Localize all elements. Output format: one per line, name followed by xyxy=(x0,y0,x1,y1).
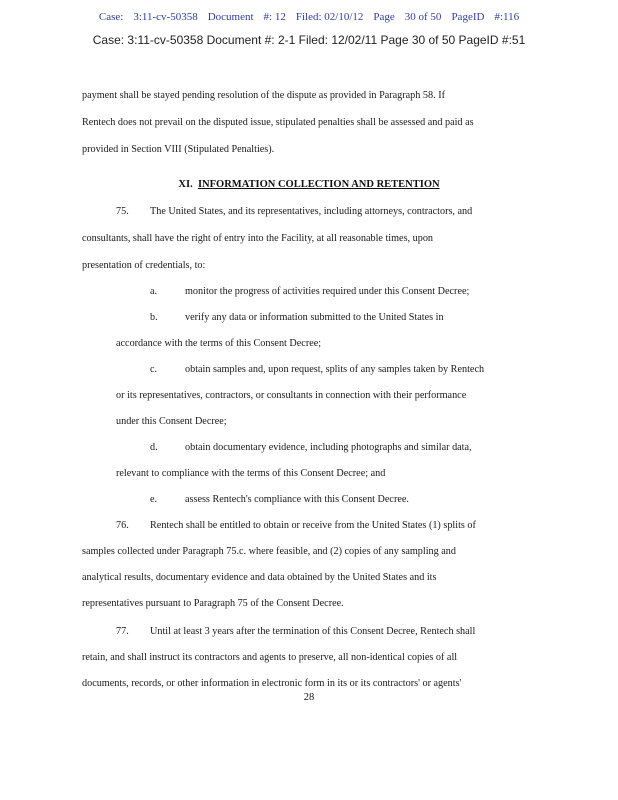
list-item-text: obtain samples and, upon request, splits of any samples taken by Rentech xyxy=(185,364,485,375)
body-line: Until at least 3 years after the termination of this Consent Decree, Rentech shall xyxy=(150,626,476,637)
list-item-label: a. xyxy=(150,286,158,297)
paragraph-number: 75. xyxy=(116,206,129,217)
list-item-text: or its representatives, contractors, or consultants in connection with their performance xyxy=(116,390,467,401)
paragraph-number: 76. xyxy=(116,520,129,531)
body-line: The United States, and its representatives, including attorneys, contractors, and xyxy=(150,206,473,217)
section-heading xyxy=(0,179,618,190)
list-item-text: obtain documentary evidence, including photographs and similar data, xyxy=(185,442,472,453)
body-line: retain, and shall instruct its contractors and agents to preserve, all non-identical copies of all xyxy=(82,652,458,663)
list-item-text: under this Consent Decree; xyxy=(116,416,227,427)
body-line: analytical results, documentary evidence and data obtained by the United States and its xyxy=(82,572,437,583)
body-line: payment shall be stayed pending resolution of the dispute as provided in Paragraph 58. If xyxy=(82,90,445,101)
section-title: INFORMATION COLLECTION AND RETENTION xyxy=(197,179,440,190)
list-item-label: c. xyxy=(150,364,158,375)
page-number: 28 xyxy=(303,692,315,703)
stamp-page-label: Page xyxy=(373,11,395,23)
list-item-text: monitor the progress of activities required under this Consent Decree; xyxy=(185,286,470,297)
body-line: representatives pursuant to Paragraph 75 of the Consent Decree. xyxy=(82,598,344,609)
stamp-pageid-number: #:116 xyxy=(494,11,520,23)
body-line: presentation of credentials, to: xyxy=(82,260,206,271)
body-line: samples collected under Paragraph 75.c. where feasible, and (2) copies of any sampling and xyxy=(82,546,456,557)
list-item-text: accordance with the terms of this Consent Decree; xyxy=(116,338,322,349)
list-item-text: relevant to compliance with the terms of this Consent Decree; and xyxy=(116,468,386,479)
stamp-document-label: Document xyxy=(207,11,254,23)
list-item-text: verify any data or information submitted to the United States in xyxy=(185,312,444,323)
ecf-header-stamp xyxy=(0,11,618,23)
original-filing-header: Case: 3:11-cv-50358 Document #: 2-1 Filed: 12/02/11 Page 30 of 50 PageID #:51 xyxy=(92,33,526,47)
stamp-document-number: #: 12 xyxy=(263,11,286,23)
body-line: Rentech does not prevail on the disputed issue, stipulated penalties shall be assessed and paid as xyxy=(82,117,474,128)
body-line: provided in Section VIII (Stipulated Penalties). xyxy=(82,144,275,155)
stamp-pageid-label: PageID xyxy=(451,11,485,23)
body-line: documents, records, or other information in electronic form in its or its contractors' or agents' xyxy=(82,678,462,689)
stamp-page-count: 30 of 50 xyxy=(404,11,442,23)
stamp-case-label: Case: xyxy=(98,11,124,23)
stamp-filed-date: Filed: 02/10/12 xyxy=(295,11,364,23)
list-item-text: assess Rentech's compliance with this Consent Decree. xyxy=(185,494,409,505)
list-item-label: d. xyxy=(150,442,158,453)
body-line: Rentech shall be entitled to obtain or receive from the United States (1) splits of xyxy=(150,520,476,531)
section-number: XI. xyxy=(178,179,193,190)
body-line: consultants, shall have the right of entry into the Facility, at all reasonable times, upon xyxy=(82,233,434,244)
list-item-label: e. xyxy=(150,494,158,505)
list-item-label: b. xyxy=(150,312,158,323)
stamp-case-number: 3:11-cv-50358 xyxy=(133,11,198,23)
paragraph-number: 77. xyxy=(116,626,129,637)
